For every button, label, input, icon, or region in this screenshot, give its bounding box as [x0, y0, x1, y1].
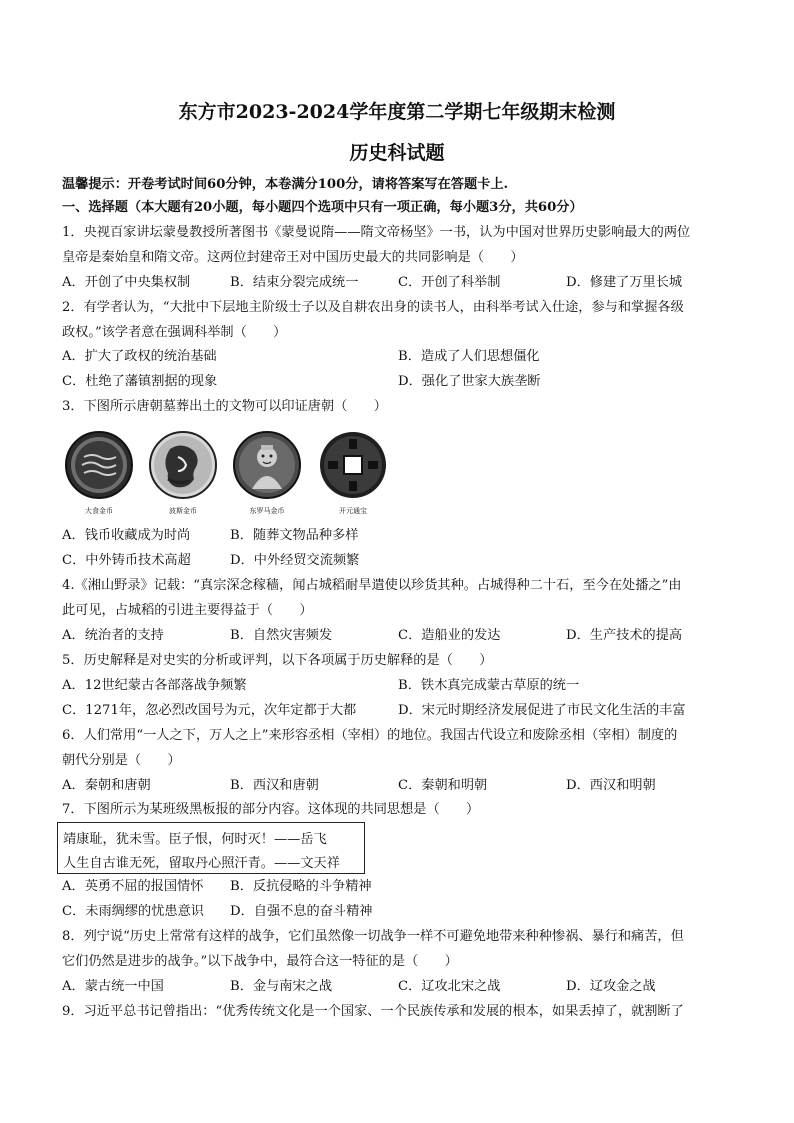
- question-9-stem-line1: 9．习近平总书记曾指出：“优秀传统文化是一个国家、一个民族传承和发展的根本，如果丢掉了，就割断了: [62, 1004, 684, 1019]
- section-heading: 一、选择题（本大题有20小题，每小题四个选项中只有一项正确，每小题3分，共60分）: [62, 200, 583, 215]
- question-1-stem-line1: 1．央视百家讲坛蒙曼教授所著图书《蒙曼说隋——隋文帝杨坚》一书，认为中国对世界历史影响最大的两位: [62, 225, 691, 240]
- blackboard-quote-box: [57, 822, 365, 874]
- question-8-option-b: B．金与南宋之战: [230, 979, 333, 994]
- coin-emperor-icon: [230, 427, 304, 505]
- question-4-option-c: C．造船业的发达: [398, 628, 501, 643]
- question-2-stem-line1: 2．有学者认为，“大批中下层地主阶级士子以及自耕农出身的读书人，由科举考试入仕途，参与和掌握各级: [62, 300, 684, 315]
- question-2-option-d: D．强化了世家大族垄断: [398, 374, 541, 389]
- quote-wen-tianxiang: 人生自古谁无死，留取丹心照汗青。——文天祥: [63, 856, 340, 871]
- question-2-option-b: B．造成了人们思想僵化: [398, 349, 540, 364]
- question-5-option-b: B．铁木真完成蒙古草原的统一: [398, 678, 580, 693]
- page-title: 东方市2023-2024学年度第二学期七年级期末检测: [178, 101, 616, 123]
- coin-1-label: 大食金币: [85, 507, 113, 515]
- coin-images: [62, 427, 402, 519]
- page-subtitle: 历史科试题: [349, 142, 445, 164]
- coin-4-label: 开元通宝: [339, 507, 367, 515]
- question-4-option-d: D．生产技术的提高: [566, 628, 683, 643]
- question-5-option-c: C．1271年，忽必烈改国号为元，次年定都于大都: [62, 703, 357, 718]
- question-1-option-c: C．开创了科举制: [398, 275, 501, 290]
- question-6-stem-line1: 6．人们常用“一人之下，万人之上”来形容丞相（宰相）的地位。我国古代设立和废除丞相（宰相）制度的: [62, 728, 678, 743]
- question-3-stem: 3．下图所示唐朝墓葬出土的文物可以印证唐朝（ ）: [62, 399, 387, 414]
- question-7-option-b: B．反抗侵略的斗争精神: [230, 879, 372, 894]
- coin-3: [230, 427, 304, 519]
- question-1-option-a: A．开创了中央集权制: [62, 275, 191, 290]
- question-4-stem-line1: 4.《湘山野录》记载：“真宗深念稼穑，闻占城稻耐旱遣使以珍货其种。占城得种二十石，至今在处播之”由: [62, 578, 682, 593]
- question-6-option-d: D．西汉和明朝: [566, 778, 656, 793]
- question-7-option-a: A．英勇不屈的报国情怀: [62, 879, 204, 894]
- question-8-option-a: A．蒙古统一中国: [62, 979, 164, 994]
- quote-yue-fei: 靖康耻，犹未雪。臣子恨，何时灭！——岳飞: [63, 832, 327, 847]
- question-2-stem-line2: 政权。”该学者意在强调科举制（ ）: [62, 325, 287, 340]
- question-2-option-c: C．杜绝了藩镇割据的现象: [62, 374, 218, 389]
- question-1-option-b: B．结束分裂完成统一: [230, 275, 359, 290]
- question-3-option-b: B．随葬文物品种多样: [230, 528, 359, 543]
- question-4-stem-line2: 此可见，占城稻的引进主要得益于（ ）: [62, 603, 313, 618]
- question-6-option-b: B．西汉和唐朝: [230, 778, 319, 793]
- coin-square-hole-icon: [316, 427, 390, 505]
- coin-2-label: 波斯金币: [169, 507, 197, 515]
- coin-inscription-icon: [62, 427, 136, 505]
- coin-3-label: 东罗马金币: [249, 507, 285, 515]
- question-6-stem-line2: 朝代分别是（ ）: [62, 753, 181, 768]
- coin-4: [316, 427, 390, 519]
- question-1-option-d: D．修建了万里长城: [566, 275, 683, 290]
- question-6-option-a: A．秦朝和唐朝: [62, 778, 151, 793]
- question-6-option-c: C．秦朝和明朝: [398, 778, 488, 793]
- exam-notice: 温馨提示：开卷考试时间60分钟，本卷满分100分，请将答案写在答题卡上.: [62, 177, 509, 192]
- question-7-option-d: D．自强不息的奋斗精神: [230, 904, 373, 919]
- question-7-option-c: C．未雨绸缪的忧患意识: [62, 904, 204, 919]
- question-8-stem-line1: 8．列宁说“历史上常常有这样的战争，它们虽然像一切战争一样不可避免地带来种种惨祸、暴行和痛苦，但: [62, 929, 684, 944]
- question-4-option-b: B．自然灾害频发: [230, 628, 333, 643]
- question-4-option-a: A．统治者的支持: [62, 628, 164, 643]
- question-5-option-a: A．12世纪蒙古各部落战争频繁: [62, 678, 247, 693]
- coin-1: [62, 427, 136, 519]
- question-3-option-d: D．中外经贸交流频繁: [230, 553, 360, 568]
- question-3-option-c: C．中外铸币技术高超: [62, 553, 191, 568]
- question-8-option-c: C．辽攻北宋之战: [398, 979, 501, 994]
- question-8-option-d: D．辽攻金之战: [566, 979, 656, 994]
- coin-portrait-icon: [146, 427, 220, 505]
- question-7-stem: 7．下图所示为某班级黑板报的部分内容。这体现的共同思想是（ ）: [62, 802, 480, 817]
- question-1-stem-line2: 皇帝是秦始皇和隋文帝。这两位封建帝王对中国历史最大的共同影响是（ ）: [62, 250, 524, 265]
- question-5-option-d: D．宋元时期经济发展促进了市民文化生活的丰富: [398, 703, 686, 718]
- question-8-stem-line2: 它们仍然是进步的战争。”以下战争中，最符合这一特征的是（ ）: [62, 954, 458, 969]
- question-3-option-a: A．钱币收藏成为时尚: [62, 528, 191, 543]
- question-5-stem: 5．历史解释是对史实的分析或评判，以下各项属于历史解释的是（ ）: [62, 653, 493, 668]
- question-2-option-a: A．扩大了政权的统治基础: [62, 349, 217, 364]
- coin-2: [146, 427, 220, 519]
